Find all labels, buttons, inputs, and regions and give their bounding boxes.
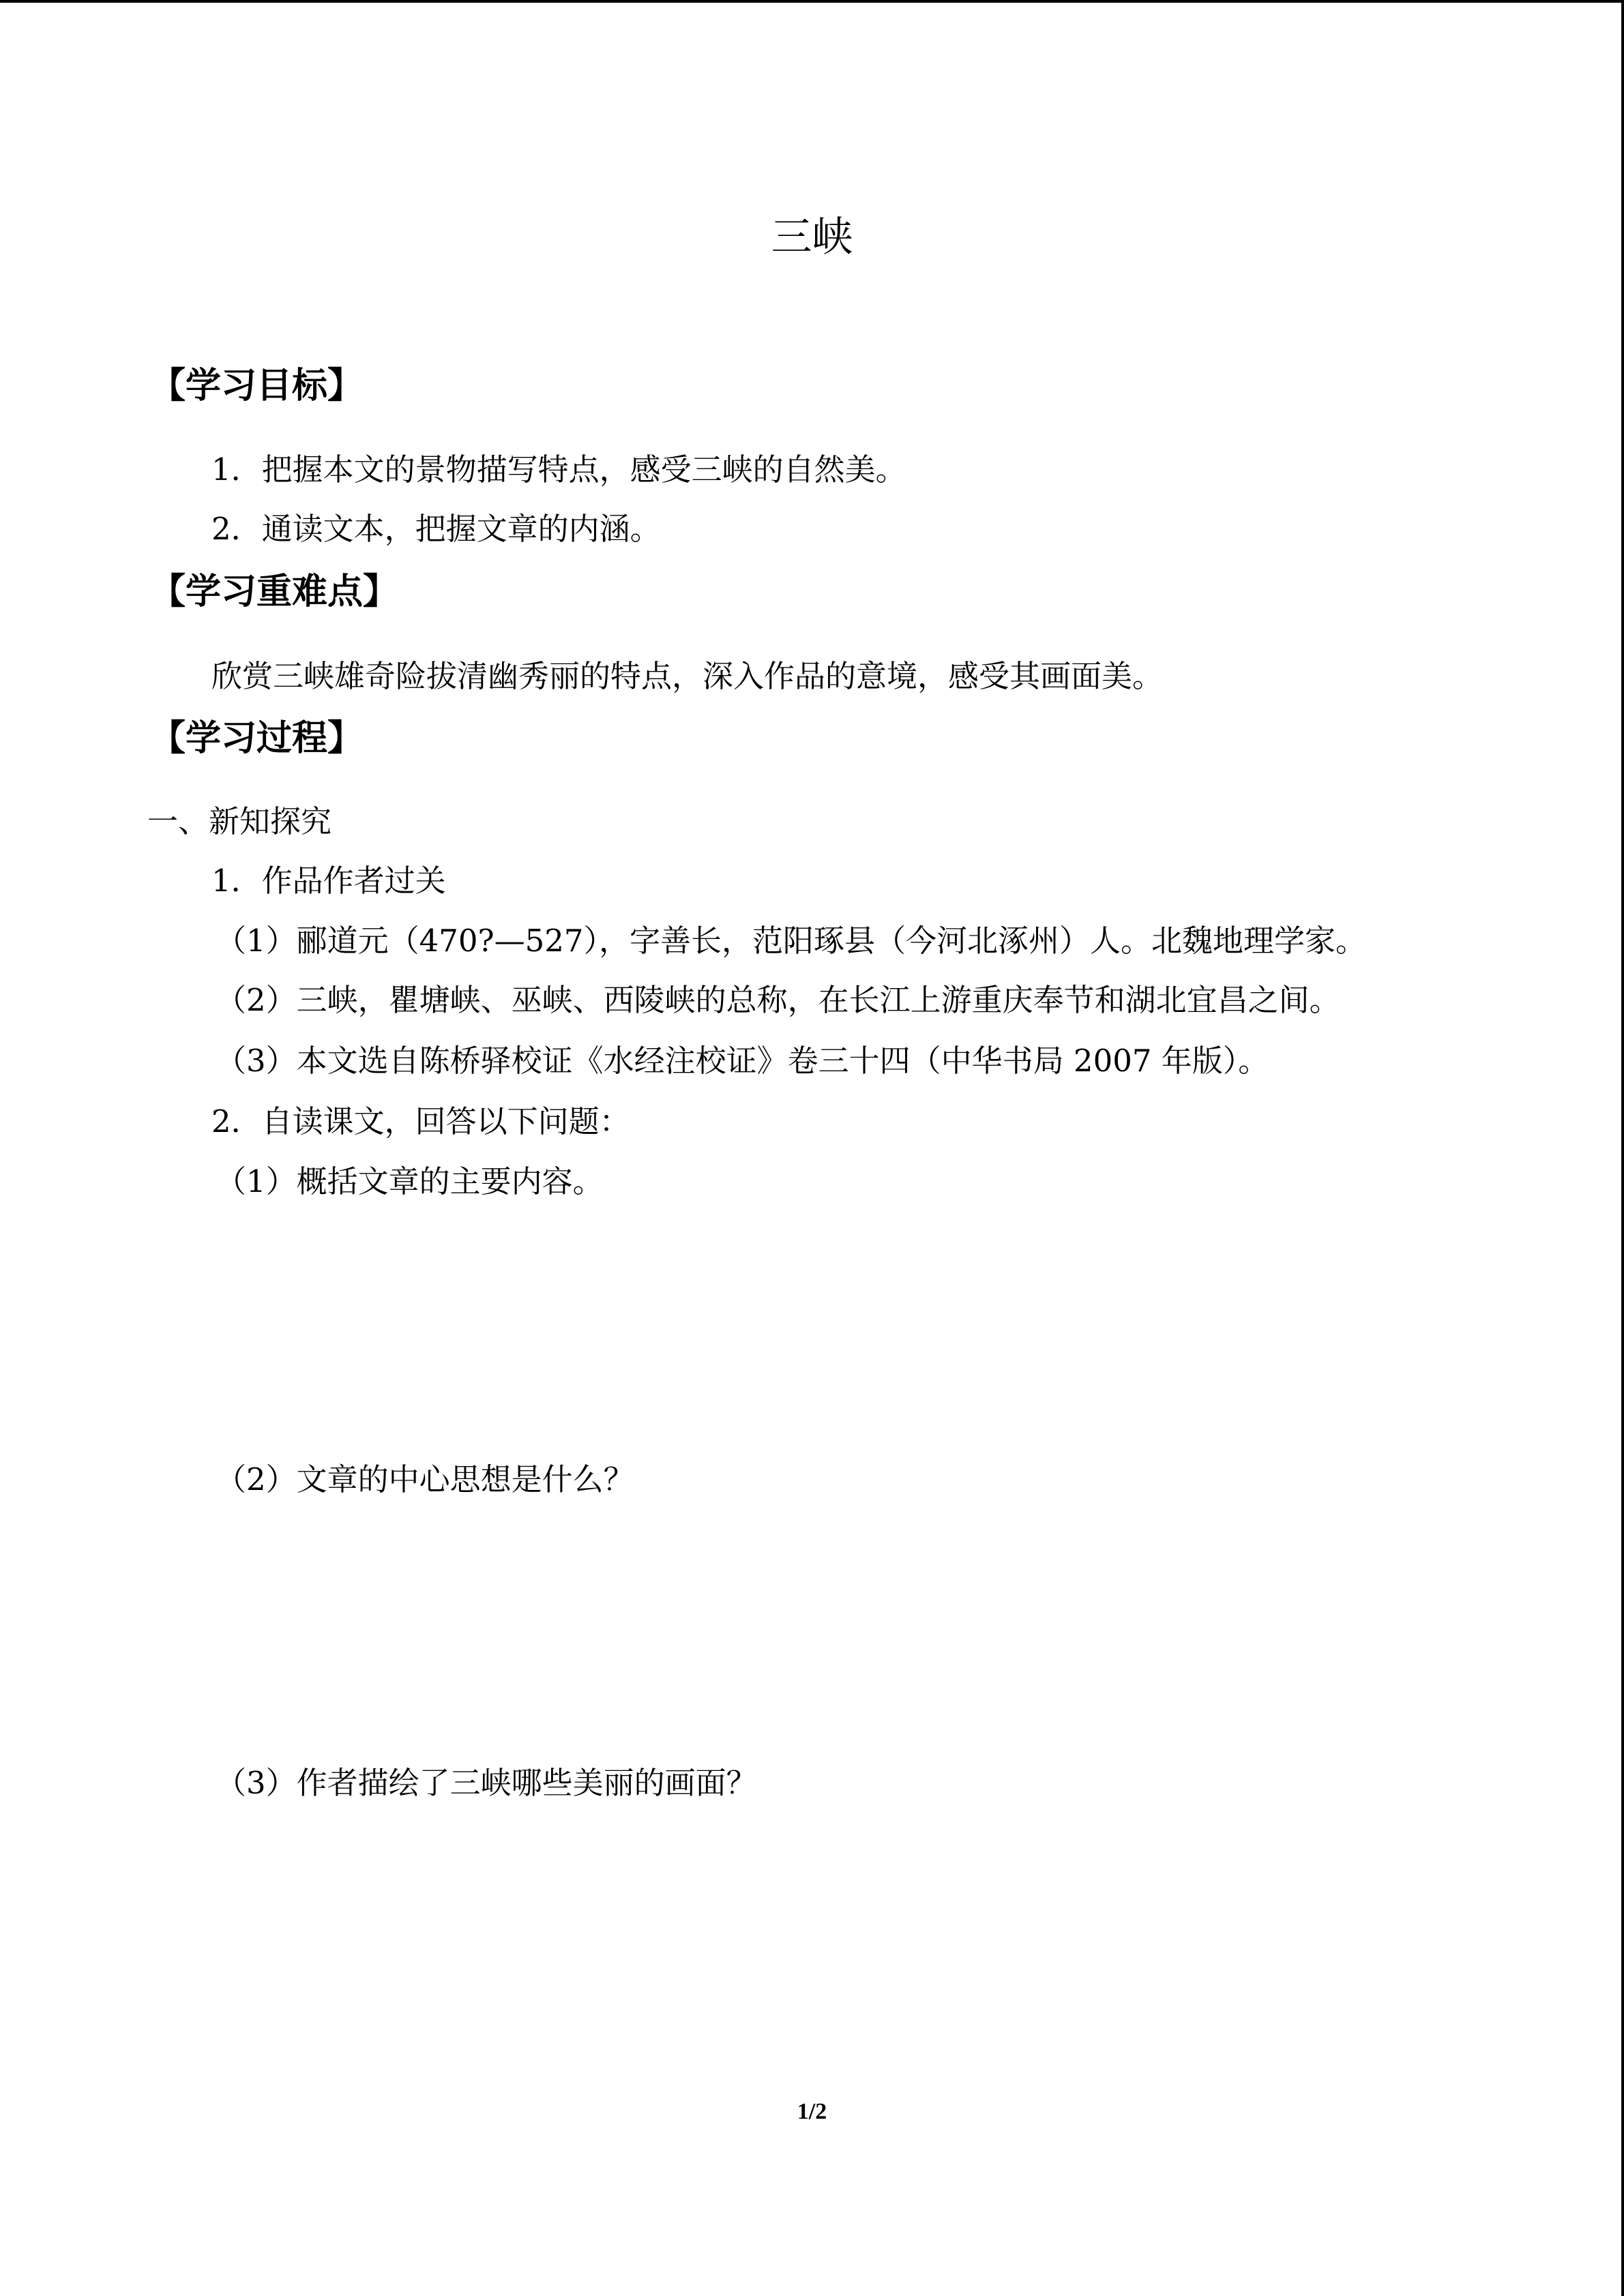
item2-label: 2．自读课文，回答以下问题： bbox=[211, 1103, 630, 1139]
heading-key-points: 【学习重难点】 bbox=[150, 571, 399, 612]
heading-process: 【学习过程】 bbox=[150, 718, 364, 759]
item1-sub-3: （3）本文选自陈桥驿校证《水经注校证》卷三十四（中华书局 2007 年版）。 bbox=[216, 1043, 1269, 1079]
key-points-text: 欣赏三峡雄奇险拔清幽秀丽的特点，深入作品的意境，感受其画面美。 bbox=[211, 658, 1164, 694]
objective-item-2: 2．通读文本，把握文章的内涵。 bbox=[211, 511, 661, 547]
item1-sub-2: （2）三峡，瞿塘峡、巫峡、西陵峡的总称，在长江上游重庆奉节和湖北宜昌之间。 bbox=[216, 982, 1340, 1018]
right-border-line bbox=[1621, 0, 1624, 2296]
item1-sub-1: （1）郦道元（470?—527），字善长，范阳琢县（今河北涿州）人。北魏地理学家。 bbox=[216, 923, 1367, 959]
question-3: （3）作者描绘了三峡哪些美丽的画面？ bbox=[216, 1765, 757, 1801]
page-title: 三峡 bbox=[771, 213, 853, 261]
objective-item-1: 1．把握本文的景物描写特点，感受三峡的自然美。 bbox=[211, 451, 906, 488]
question-1: （1）概括文章的主要内容。 bbox=[216, 1163, 604, 1199]
page-number: 1/2 bbox=[797, 2099, 827, 2124]
question-2: （2）文章的中心思想是什么？ bbox=[216, 1461, 634, 1497]
part1-label: 一、新知探究 bbox=[147, 803, 332, 839]
top-border-line bbox=[0, 0, 1624, 3]
heading-objectives: 【学习目标】 bbox=[150, 366, 364, 406]
item1-label: 1．作品作者过关 bbox=[211, 863, 446, 899]
